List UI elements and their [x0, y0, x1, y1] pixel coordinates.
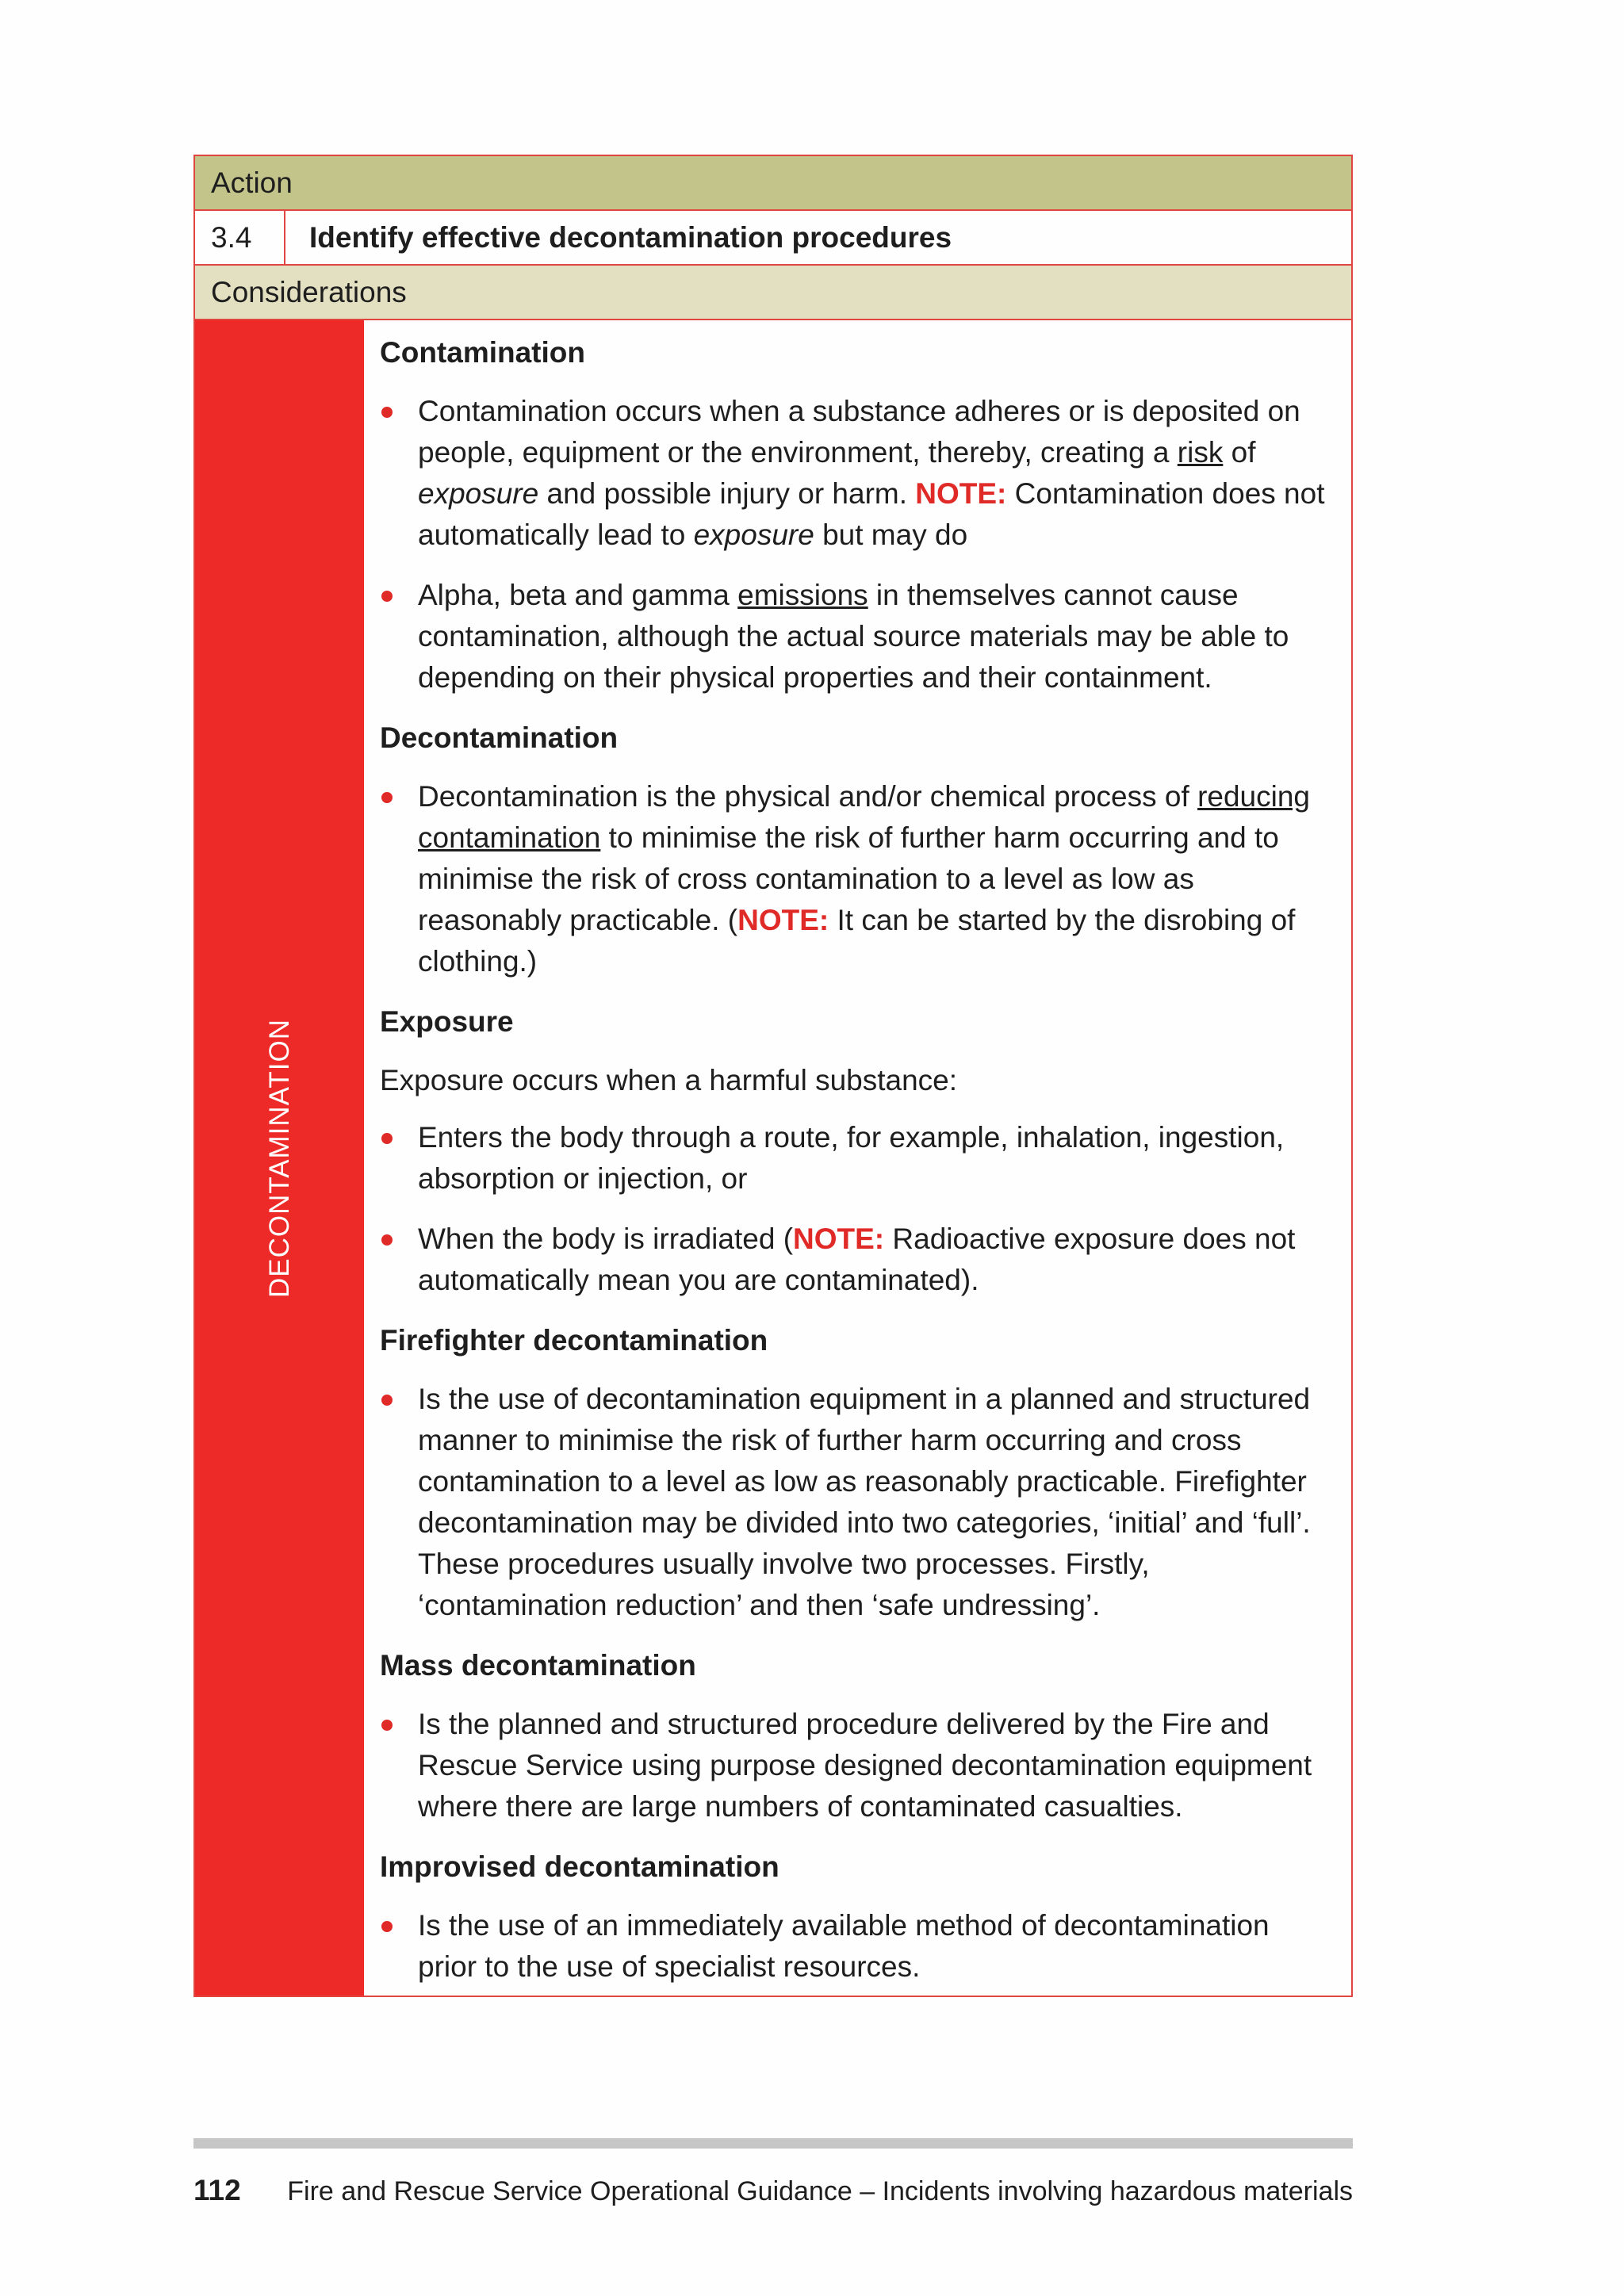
- bullet-icon: [381, 1921, 393, 1932]
- considerations-header: [195, 266, 1351, 320]
- side-label: DECONTAMINATION: [263, 1018, 295, 1298]
- note-label: NOTE:: [915, 477, 1007, 510]
- section-heading: Contamination: [380, 336, 585, 369]
- action-table: [193, 155, 1353, 1997]
- list-item: [380, 575, 1335, 698]
- bullet-list: [380, 1379, 1335, 1626]
- side-band: [195, 320, 364, 1996]
- footer-title: Fire and Rescue Service Operational Guidance – Incidents involving hazardous materials: [287, 2176, 1353, 2206]
- bullet-icon: [381, 1720, 393, 1731]
- bullet-list: [380, 391, 1335, 698]
- section-intro: Exposure occurs when a harmful substance:: [380, 1064, 958, 1096]
- bullet-icon: [381, 591, 393, 602]
- section-heading: Decontamination: [380, 721, 619, 754]
- text: It can be started by the disrobing of clothing.): [418, 904, 1296, 978]
- note-label: NOTE:: [737, 904, 829, 936]
- action-header: [195, 156, 1351, 211]
- list-item: [380, 1219, 1335, 1301]
- note-label: NOTE:: [793, 1223, 885, 1255]
- list-item: [380, 391, 1335, 556]
- section-heading: Exposure: [380, 1005, 514, 1038]
- text: Enters the body through a route, for example, inhalation, ingestion, absorption or injection, or: [418, 1121, 1285, 1195]
- text: Decontamination is the physical and/or chemical process of: [418, 780, 1198, 813]
- text: in themselves cannot cause contamination, although the actual source materials may be able to depending on their physical properties and their containment.: [418, 579, 1289, 694]
- text: Is the use of an immediately available method of decontamination prior to the use of specialist resources.: [418, 1909, 1270, 1983]
- considerations-content: [364, 320, 1351, 1996]
- section-heading: Mass decontamination: [380, 1649, 696, 1682]
- text: Alpha, beta and gamma: [418, 579, 738, 611]
- bullet-list: [380, 1905, 1335, 1988]
- bullet-list: [380, 1704, 1335, 1827]
- text: Contamination does not automatically lead to: [418, 477, 1325, 551]
- glossary-link-reducing-contamination[interactable]: reducing contamination: [418, 780, 1310, 854]
- text: When the body is irradiated (: [418, 1223, 794, 1255]
- bullet-list: [380, 776, 1335, 982]
- bullet-icon: [381, 1395, 393, 1406]
- text: Radioactive exposure does not automatically mean you are contaminated).: [418, 1223, 1296, 1296]
- text: to minimise the risk of further harm occurring and to minimise the risk of cross contamination to a level as low as reasonably practicable. (: [418, 821, 1279, 936]
- text: of: [1223, 436, 1256, 469]
- list-item: [380, 1905, 1335, 1988]
- text: Is the planned and structured procedure delivered by the Fire and Rescue Service using purpose designed decontamination equipment where there are large numbers of contaminated casualties.: [418, 1708, 1312, 1823]
- text: Contamination occurs when a substance adheres or is deposited on people, equipment or the environment, thereby, creating a: [418, 395, 1300, 469]
- action-title: Identify effective decontamination procedures: [309, 220, 952, 254]
- bullet-icon: [381, 1133, 393, 1144]
- bullet-list: [380, 1117, 1335, 1301]
- glossary-link-emissions[interactable]: emissions: [737, 579, 868, 611]
- section-heading: Firefighter decontamination: [380, 1324, 768, 1357]
- text: Is the use of decontamination equipment in a planned and structured manner to minimise the risk of further harm occurring and cross contamination to a level as low as reasonably practicable. Firefighter decontamination may be divided into two categories, ‘initial’ and ‘full’. These procedures usually involve two processes. Firstly, ‘contamination reduction’ and then ‘safe undressing’.: [418, 1383, 1311, 1621]
- text: and possible injury or harm.: [538, 477, 916, 510]
- footer-rule: [193, 2138, 1353, 2149]
- bullet-icon: [381, 407, 393, 418]
- considerations-label: Considerations: [211, 275, 407, 308]
- text: but may do: [814, 519, 968, 551]
- emphasis: exposure: [693, 519, 814, 551]
- bullet-icon: [381, 792, 393, 803]
- section-heading: Improvised decontamination: [380, 1850, 779, 1883]
- glossary-link-risk[interactable]: risk: [1177, 436, 1224, 469]
- bullet-icon: [381, 1234, 393, 1246]
- list-item: [380, 1704, 1335, 1827]
- list-item: [380, 1379, 1335, 1626]
- considerations-body: [195, 320, 1351, 1996]
- action-row: [195, 211, 1351, 266]
- page-number: 112: [193, 2174, 241, 2206]
- list-item: [380, 1117, 1335, 1200]
- list-item: [380, 776, 1335, 982]
- action-number: 3.4: [195, 211, 285, 264]
- emphasis: exposure: [418, 477, 539, 510]
- action-label: Action: [211, 166, 293, 199]
